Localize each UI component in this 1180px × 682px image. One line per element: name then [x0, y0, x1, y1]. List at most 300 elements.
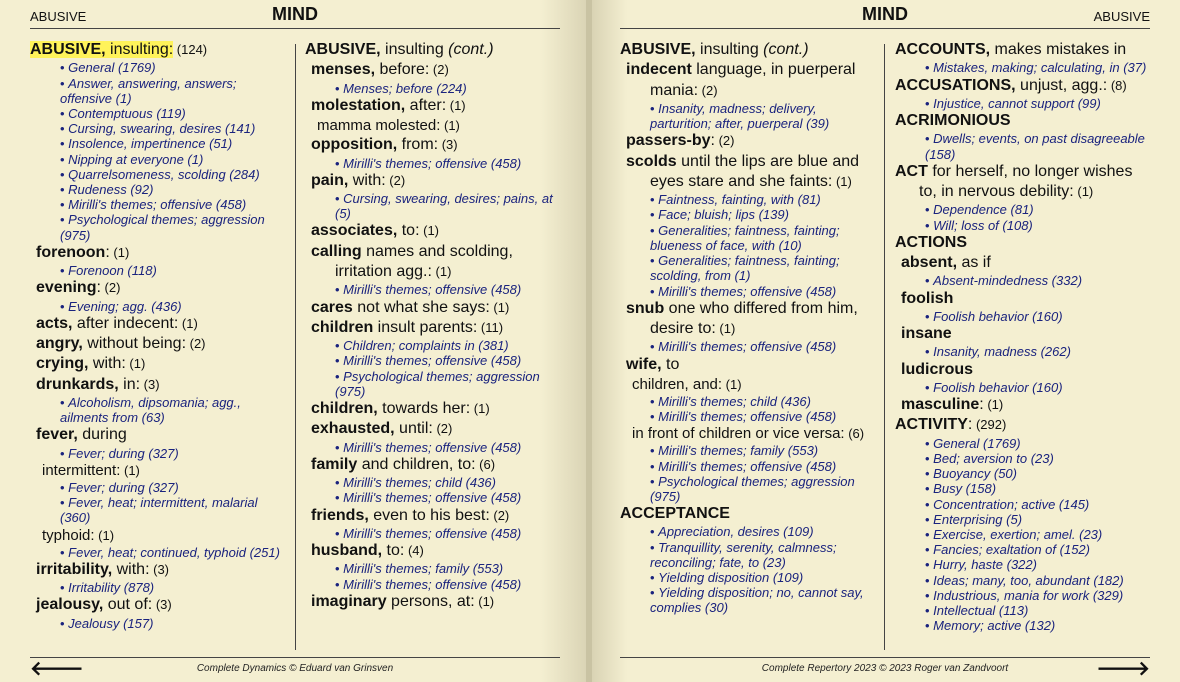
rubric-name: ABUSIVE,: [30, 41, 106, 58]
bullet-icon: •: [60, 75, 69, 91]
cross-reference-text: Evening; agg. (436): [68, 298, 182, 314]
bullet-icon: •: [60, 298, 69, 314]
bullet-icon: •: [925, 527, 934, 542]
remedy-count: (1): [1073, 184, 1094, 200]
rubric-name: menses,: [311, 61, 376, 79]
rubric-entry[interactable]: [30, 40, 280, 60]
rubric-name: cares: [311, 298, 353, 316]
rubric-entry[interactable]: [895, 76, 1157, 96]
cross-reference-link[interactable]: [305, 191, 565, 221]
rubric-name: pain,: [311, 171, 349, 189]
rubric-entry[interactable]: [895, 233, 1157, 253]
rubric-entry[interactable]: [305, 419, 565, 439]
remedy-count: (11): [477, 319, 504, 335]
cross-reference-link[interactable]: [305, 440, 565, 455]
remedy-count: (6): [844, 426, 865, 442]
rubric-text: one who differed from him,: [664, 299, 858, 317]
left-page-header: [30, 4, 560, 29]
bullet-icon: •: [60, 212, 69, 228]
rubric-entry[interactable]: [620, 152, 872, 193]
cross-reference-link[interactable]: [30, 263, 280, 278]
rubric-entry[interactable]: [305, 60, 565, 80]
cross-reference-link[interactable]: [895, 380, 1157, 395]
cross-reference-text: Absent-mindedness (332): [933, 273, 1083, 289]
rubric-name: ACTIONS: [895, 233, 967, 251]
rubric-entry[interactable]: [895, 40, 1157, 60]
right-column-1: [620, 40, 872, 616]
bullet-icon: •: [925, 618, 934, 634]
bullet-icon: •: [925, 202, 934, 218]
cross-reference-link[interactable]: [895, 512, 1157, 527]
cross-reference-link[interactable]: [620, 474, 872, 504]
rubric-entry[interactable]: [895, 253, 1157, 273]
rubric-text: names and scolding,: [361, 242, 513, 260]
cross-reference-link[interactable]: [620, 540, 872, 570]
cross-reference-text: Ideas; many, too, abundant (182): [933, 572, 1124, 588]
bullet-icon: •: [650, 473, 659, 489]
cross-reference-text: Bed; aversion to (23): [933, 450, 1054, 466]
rubric-name: associates,: [311, 222, 398, 240]
rubric-entry[interactable]: [30, 278, 280, 298]
cross-reference-link[interactable]: [895, 603, 1157, 618]
rubric-text: not what she says:: [352, 298, 490, 316]
cross-reference-link[interactable]: [620, 192, 872, 207]
bullet-icon: •: [60, 544, 69, 560]
cross-reference-link[interactable]: [620, 409, 872, 424]
cross-reference-link[interactable]: [620, 570, 872, 585]
rubric-text: insulting: [695, 41, 764, 58]
remedy-count: (2): [186, 336, 206, 352]
cross-reference-text: Mirilli's themes; offensive (458): [343, 490, 522, 506]
cross-reference-text: Mirilli's themes; offensive (458): [343, 576, 522, 592]
cross-reference-link[interactable]: [620, 585, 872, 615]
rubric-name: indecent: [626, 61, 692, 79]
cross-reference-link[interactable]: [895, 557, 1157, 572]
cross-reference-link[interactable]: [895, 344, 1157, 359]
rubric-name: children: [311, 318, 374, 336]
rubric-name: passers-by: [626, 132, 711, 150]
cross-reference-text: Contemptuous (119): [68, 105, 186, 121]
cross-reference-text: Industrious, mania for work (329): [933, 587, 1124, 603]
cross-reference-link[interactable]: [895, 273, 1157, 288]
rubric-text: with:: [88, 355, 126, 373]
rubric-text: language, in puerperal: [691, 61, 856, 79]
cross-reference-text: General (1769): [68, 60, 156, 76]
bullet-icon: •: [60, 263, 69, 279]
rubric-entry[interactable]: [305, 592, 565, 612]
cross-reference-link[interactable]: [305, 81, 565, 96]
cross-reference-text: Jealousy (157): [68, 615, 154, 631]
cross-reference-text: Rudeness (92): [68, 181, 154, 197]
cross-reference-text: Irritability (878): [68, 580, 155, 596]
bullet-icon: •: [335, 475, 344, 491]
rubric-entry[interactable]: [895, 415, 1157, 435]
cross-reference-text: Nipping at everyone (1): [68, 151, 204, 167]
rubric-entry[interactable]: [305, 318, 565, 338]
bullet-icon: •: [60, 615, 69, 631]
bullet-icon: •: [925, 60, 934, 76]
cross-reference-text: Dependence (81): [933, 202, 1034, 218]
rubric-text: :: [710, 132, 715, 150]
cross-reference-link[interactable]: [30, 60, 280, 75]
cross-reference-link[interactable]: [895, 218, 1157, 233]
cross-reference-link[interactable]: [895, 436, 1157, 451]
rubric-name: irritability,: [36, 560, 113, 578]
bullet-icon: •: [925, 95, 934, 111]
cross-reference-text: Fever, heat; intermittent, malarial (360): [60, 495, 258, 526]
rubric-entry[interactable]: [305, 399, 565, 419]
cross-reference-text: Foolish behavior (160): [933, 308, 1063, 324]
footer-copyright: Complete Repertory 2023 © 2023 Roger van Zandvoort: [761, 663, 1009, 674]
rubric-entry[interactable]: [305, 455, 565, 475]
cross-reference-link[interactable]: [30, 212, 280, 242]
cross-reference-link[interactable]: [30, 136, 280, 151]
cross-reference-link[interactable]: [305, 156, 565, 171]
chapter-label: ABUSIVE: [1093, 9, 1150, 24]
cross-reference-text: Face; bluish; lips (139): [658, 207, 789, 223]
rubric-entry[interactable]: [895, 395, 1157, 415]
rubric-text: to: [661, 355, 680, 373]
cross-reference-text: Appreciation, desires (109): [658, 524, 814, 540]
cross-reference-text: Mirilli's themes; family (553): [343, 561, 504, 577]
cross-reference-link[interactable]: [30, 446, 280, 461]
rubric-text: in front of children or vice versa:: [632, 425, 845, 443]
cross-reference-link[interactable]: [305, 338, 565, 353]
cross-reference-link[interactable]: [30, 495, 280, 525]
remedy-count: (2): [714, 133, 735, 149]
cross-reference-link[interactable]: [895, 497, 1157, 512]
bullet-icon: •: [925, 450, 934, 466]
cross-reference-link[interactable]: [305, 526, 565, 541]
cross-reference-link[interactable]: [305, 577, 565, 592]
rubric-name: angry,: [36, 335, 83, 353]
bullet-icon: •: [925, 379, 934, 395]
cross-reference-text: Generalities; faintness, fainting; blueness of face, with (10): [650, 222, 840, 253]
cross-reference-link[interactable]: [30, 580, 280, 595]
rubric-name: forenoon: [36, 243, 106, 261]
cross-reference-text: Fever, heat; continued, typhoid (251): [68, 544, 280, 560]
cross-reference-text: Concentration; active (145): [933, 496, 1090, 512]
bullet-icon: •: [60, 60, 69, 76]
bullet-icon: •: [650, 570, 659, 586]
cross-reference-text: Mirilli's themes; family (553): [658, 443, 819, 459]
remedy-count: (2): [432, 421, 453, 437]
remedy-count: (2): [698, 82, 718, 98]
remedy-count: (1): [983, 397, 1004, 413]
cross-reference-link[interactable]: [305, 490, 565, 505]
rubric-entry[interactable]: [305, 506, 565, 526]
cross-reference-text: Mirilli's themes; child (436): [343, 475, 496, 491]
rubric-text: typhoid:: [42, 526, 95, 544]
left-page: [0, 0, 588, 682]
cross-reference-text: Mistakes, making; calculating, in (37): [933, 60, 1147, 76]
rubric-name: ACCEPTANCE: [620, 505, 730, 523]
rubric-entry[interactable]: [895, 360, 1157, 380]
bullet-icon: •: [60, 166, 69, 182]
rubric-name: wife,: [626, 355, 662, 373]
cross-reference-text: Faintness, fainting, with (81): [658, 192, 821, 208]
rubric-entry[interactable]: [305, 221, 565, 241]
remedy-count: (2): [100, 280, 121, 296]
cross-reference-link[interactable]: [895, 309, 1157, 324]
cross-reference-text: Mirilli's themes; offensive (458): [343, 525, 522, 541]
rubric-text: from:: [397, 136, 439, 154]
rubric-entry[interactable]: [620, 375, 872, 394]
cross-reference-text: Alcoholism, dipsomania; agg., ailments from (63): [60, 395, 241, 426]
rubric-entry[interactable]: [30, 375, 280, 395]
cross-reference-text: Psychological themes; aggression (975): [335, 368, 540, 399]
cross-reference-text: Yielding disposition (109): [658, 570, 804, 586]
rubric-name: evening: [36, 279, 97, 297]
bullet-icon: •: [925, 466, 934, 482]
rubric-entry[interactable]: [620, 424, 872, 443]
rubric-name: drunkards,: [36, 375, 119, 393]
rubric-entry[interactable]: [305, 242, 565, 283]
cross-reference-link[interactable]: [895, 451, 1157, 466]
rubric-entry[interactable]: [620, 299, 872, 340]
column-divider: [884, 44, 885, 650]
cross-reference-text: Mirilli's themes; offensive (458): [68, 197, 247, 213]
rubric-entry[interactable]: [30, 560, 280, 580]
arrow-right-icon[interactable]: 🡒: [1096, 658, 1150, 680]
rubric-entry[interactable]: [30, 595, 280, 615]
cross-reference-link[interactable]: [895, 542, 1157, 557]
rubric-entry[interactable]: [305, 96, 565, 116]
rubric-entry[interactable]: [895, 111, 1157, 131]
rubric-cont: (cont.): [763, 41, 809, 58]
bullet-icon: •: [60, 495, 69, 511]
rubric-entry[interactable]: [620, 131, 872, 151]
bullet-icon: •: [925, 435, 934, 451]
rubric-entry[interactable]: [30, 425, 280, 445]
rubric-text: before:: [375, 61, 430, 79]
rubric-text: until:: [394, 420, 433, 438]
rubric-text: during: [77, 426, 127, 444]
cross-reference-link[interactable]: [895, 618, 1157, 633]
cross-reference-text: Cursing, swearing, desires; pains, at (5): [335, 191, 553, 222]
rubric-entry[interactable]: [895, 289, 1157, 309]
bullet-icon: •: [650, 192, 659, 208]
cross-reference-link[interactable]: [30, 106, 280, 121]
cross-reference-link[interactable]: [30, 167, 280, 182]
remedy-count: (1): [120, 462, 140, 478]
rubric-name: ACCUSATIONS,: [895, 76, 1016, 94]
remedy-count: (2): [429, 62, 449, 78]
cross-reference-link[interactable]: [30, 616, 280, 631]
rubric-entry[interactable]: [305, 40, 565, 60]
cross-reference-link[interactable]: [895, 527, 1157, 542]
cross-reference-text: Exercise, exertion; amel. (23): [933, 527, 1103, 542]
cross-reference-link[interactable]: [895, 202, 1157, 217]
right-page: [592, 0, 1180, 682]
cross-reference-link[interactable]: [620, 459, 872, 474]
remedy-count: (1): [722, 376, 742, 392]
page-title: MIND: [862, 4, 908, 24]
bullet-icon: •: [60, 121, 69, 137]
cross-reference-link[interactable]: [305, 561, 565, 576]
rubric-text: even to his best:: [368, 506, 490, 524]
rubric-text: without being:: [82, 335, 187, 353]
bullet-icon: •: [60, 580, 69, 596]
bullet-icon: •: [925, 496, 934, 512]
rubric-text: with:: [112, 560, 150, 578]
cross-reference-text: Forenoon (118): [68, 263, 157, 279]
rubric-entry[interactable]: [30, 526, 280, 545]
rubric-name: exhausted,: [311, 420, 395, 438]
remedy-count: (1): [431, 264, 452, 280]
bullet-icon: •: [925, 511, 934, 527]
cross-reference-link[interactable]: [30, 182, 280, 197]
rubric-name: snub: [626, 299, 665, 317]
bullet-icon: •: [925, 557, 934, 573]
cross-reference-link[interactable]: [30, 299, 280, 314]
cross-reference-text: Fever; during (327): [68, 445, 179, 461]
cross-reference-link[interactable]: [620, 339, 872, 354]
cross-reference-link[interactable]: [620, 223, 872, 253]
rubric-text: insulting:: [105, 41, 174, 58]
cross-reference-text: Quarrelsomeness, scolding (284): [68, 166, 260, 182]
bullet-icon: •: [60, 197, 69, 213]
cross-reference-link[interactable]: [30, 121, 280, 136]
rubric-name: insane: [901, 325, 952, 343]
bullet-icon: •: [650, 207, 659, 223]
rubric-name: crying,: [36, 355, 89, 373]
rubric-name: ACCOUNTS,: [895, 41, 991, 58]
rubric-text: towards her:: [377, 400, 471, 417]
cross-reference-text: Buoyancy (50): [933, 466, 1017, 482]
cross-reference-text: Mirilli's themes; offensive (458): [343, 155, 522, 171]
rubric-entry[interactable]: [895, 324, 1157, 344]
rubric-entry[interactable]: [305, 298, 565, 318]
remedy-count: (1): [474, 593, 495, 609]
bullet-icon: •: [335, 338, 344, 354]
bullet-icon: •: [925, 217, 934, 233]
bullet-icon: •: [335, 368, 344, 384]
remedy-count: (2): [489, 507, 510, 523]
rubric-name: ACTIVITY: [895, 416, 968, 434]
rubric-name: imaginary: [311, 592, 387, 610]
rubric-name: absent,: [901, 254, 958, 272]
rubric-entry[interactable]: [30, 461, 280, 480]
bullet-icon: •: [925, 481, 934, 497]
right-page-footer: [620, 657, 1150, 678]
bullet-icon: •: [335, 490, 344, 506]
cross-reference-link[interactable]: [620, 524, 872, 539]
cross-reference-text: Insanity, madness; delivery, parturition; after, puerperal (39): [650, 100, 830, 132]
cross-reference-text: Mirilli's themes; offensive (458): [343, 282, 522, 298]
rubric-text: after:: [405, 96, 447, 114]
cross-reference-link[interactable]: [620, 394, 872, 409]
cross-reference-link[interactable]: [305, 369, 565, 399]
rubric-entry[interactable]: [620, 40, 872, 60]
rubric-entry[interactable]: [620, 355, 872, 375]
remedy-count: (8): [1107, 77, 1127, 93]
cross-reference-text: Mirilli's themes; offensive (458): [658, 339, 837, 355]
rubric-name: molestation,: [311, 96, 406, 114]
cross-reference-link[interactable]: [895, 573, 1157, 588]
cross-reference-text: Memory; active (132): [933, 618, 1056, 634]
bullet-icon: •: [60, 395, 69, 411]
cross-reference-link[interactable]: [895, 96, 1157, 111]
bullet-icon: •: [650, 283, 659, 299]
cross-reference-link[interactable]: [895, 131, 1157, 161]
rubric-name: ACT: [895, 162, 928, 180]
bullet-icon: •: [335, 282, 344, 298]
rubric-entry[interactable]: [620, 60, 872, 101]
cross-reference-text: Will; loss of (108): [933, 217, 1033, 233]
rubric-entry[interactable]: [30, 334, 280, 354]
cross-reference-link[interactable]: [620, 443, 872, 458]
rubric-entry[interactable]: [305, 116, 565, 135]
rubric-entry[interactable]: [30, 243, 280, 263]
cross-reference-text: Insolence, impertinence (51): [68, 136, 233, 152]
remedy-count: (1): [109, 244, 130, 260]
remedy-count: (1): [178, 315, 198, 331]
bullet-icon: •: [60, 181, 69, 197]
rubric-entry[interactable]: [30, 354, 280, 374]
remedy-count: (1): [470, 401, 490, 416]
cross-reference-link[interactable]: [30, 76, 280, 106]
bullet-icon: •: [60, 480, 69, 495]
cross-reference-link[interactable]: [620, 207, 872, 222]
chapter-label: ABUSIVE: [30, 9, 87, 24]
cross-reference-link[interactable]: [305, 353, 565, 368]
remedy-count: (1): [715, 321, 736, 337]
cross-reference-link[interactable]: [30, 480, 280, 495]
rubric-text-wrap: mania: (2): [650, 81, 718, 99]
cross-reference-link[interactable]: [30, 545, 280, 560]
cross-reference-link[interactable]: [305, 475, 565, 490]
rubric-text: with:: [348, 171, 386, 189]
bullet-icon: •: [60, 136, 69, 152]
left-page-footer: [30, 657, 560, 678]
bullet-icon: •: [335, 353, 344, 369]
remedy-count: (6): [475, 456, 496, 472]
rubric-entry[interactable]: [305, 171, 565, 191]
rubric-text: as if: [957, 254, 991, 272]
cross-reference-link[interactable]: [895, 588, 1157, 603]
rubric-name: acts,: [36, 314, 73, 332]
cross-reference-text: Dwells; events, on past disagreeable (158): [925, 131, 1145, 162]
rubric-entry[interactable]: [305, 135, 565, 155]
cross-reference-link[interactable]: [30, 152, 280, 167]
cross-reference-link[interactable]: [30, 395, 280, 425]
cross-reference-link[interactable]: [305, 282, 565, 297]
cross-reference-link[interactable]: [620, 253, 872, 283]
cross-reference-text: Answer, answering, answers; offensive (1): [60, 75, 237, 106]
rubric-entry[interactable]: [30, 314, 280, 334]
bullet-icon: •: [650, 393, 659, 409]
cross-reference-link[interactable]: [895, 60, 1157, 75]
cross-reference-link[interactable]: [620, 101, 872, 131]
right-column-2: [895, 40, 1157, 633]
cross-reference-link[interactable]: [620, 284, 872, 299]
arrow-left-icon[interactable]: 🡐: [30, 658, 84, 680]
cross-reference-link[interactable]: [30, 197, 280, 212]
remedy-count: (4): [404, 543, 424, 559]
cross-reference-text: Psychological themes; aggression (975): [650, 473, 855, 504]
cross-reference-link[interactable]: [895, 466, 1157, 481]
rubric-entry[interactable]: [620, 504, 872, 524]
rubric-entry[interactable]: [895, 162, 1157, 203]
rubric-entry[interactable]: [305, 541, 565, 561]
cross-reference-text: Mirilli's themes; offensive (458): [343, 439, 522, 455]
rubric-text: children, and:: [632, 375, 723, 393]
rubric-name: fever,: [36, 426, 78, 444]
column-divider: [295, 44, 296, 650]
bullet-icon: •: [650, 585, 659, 601]
cross-reference-link[interactable]: [895, 481, 1157, 496]
